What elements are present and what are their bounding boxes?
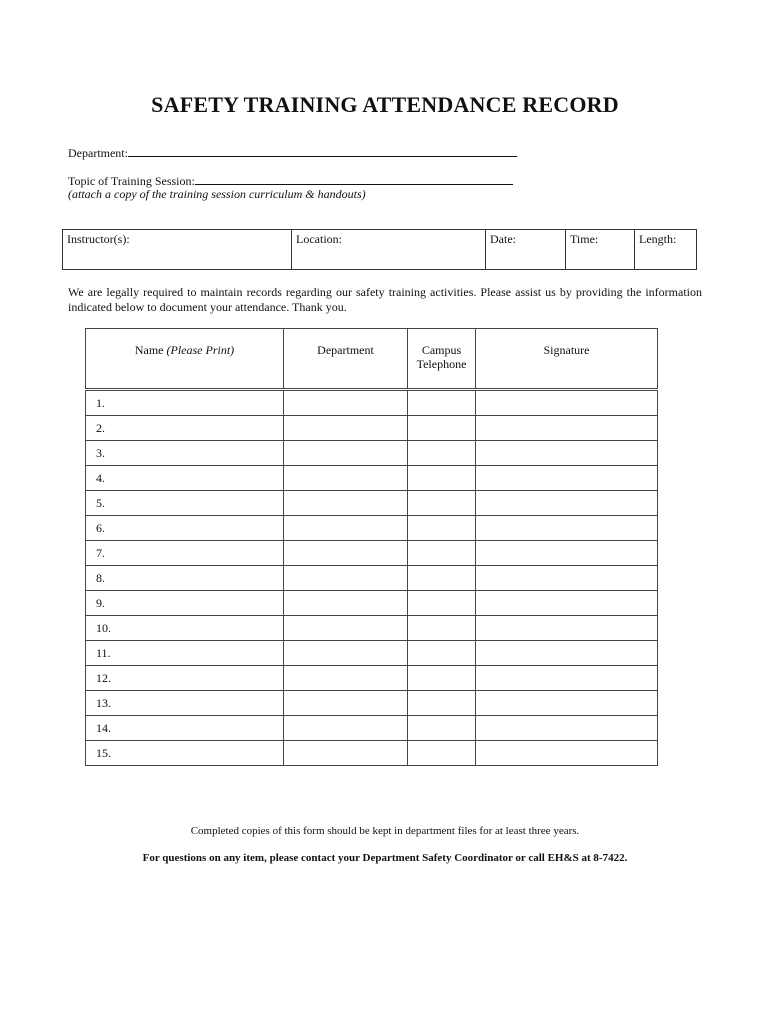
department-cell[interactable] <box>284 541 408 566</box>
table-row <box>86 591 658 616</box>
location-cell[interactable] <box>292 230 486 270</box>
department-field[interactable] <box>68 144 517 161</box>
table-row <box>86 616 658 641</box>
topic-note: (attach a copy of the training session curriculum & handouts) <box>68 187 366 201</box>
instructor-cell[interactable] <box>63 230 292 270</box>
telephone-cell[interactable] <box>408 390 476 416</box>
name-cell[interactable] <box>86 691 284 716</box>
telephone-cell[interactable] <box>408 441 476 466</box>
telephone-cell[interactable] <box>408 516 476 541</box>
telephone-cell[interactable] <box>408 666 476 691</box>
table-row <box>86 390 658 416</box>
telephone-cell[interactable] <box>408 466 476 491</box>
row-number: 1. <box>96 395 105 410</box>
row-number: 15. <box>96 745 111 760</box>
signature-cell[interactable] <box>476 566 658 591</box>
table-row <box>86 516 658 541</box>
name-cell[interactable] <box>86 716 284 741</box>
row-number: 11. <box>96 645 111 660</box>
table-row <box>86 641 658 666</box>
name-header-label: Name <box>134 343 164 357</box>
department-cell[interactable] <box>284 641 408 666</box>
telephone-cell[interactable] <box>408 591 476 616</box>
telephone-cell[interactable] <box>408 741 476 766</box>
name-cell[interactable] <box>86 466 284 491</box>
signature-cell[interactable] <box>476 441 658 466</box>
name-cell[interactable] <box>86 390 284 416</box>
time-label: Time: <box>570 232 599 246</box>
name-cell[interactable] <box>86 541 284 566</box>
department-cell[interactable] <box>284 441 408 466</box>
department-cell[interactable] <box>284 666 408 691</box>
campus-header-label: Campus <box>421 343 462 357</box>
table-row <box>86 691 658 716</box>
name-cell[interactable] <box>86 741 284 766</box>
retention-note: Completed copies of this form should be kept in department files for at least three years. <box>190 825 580 837</box>
department-cell[interactable] <box>284 390 408 416</box>
name-cell[interactable] <box>86 441 284 466</box>
telephone-cell[interactable] <box>408 641 476 666</box>
row-number: 12. <box>96 670 111 685</box>
department-cell[interactable] <box>284 616 408 641</box>
department-cell[interactable] <box>284 516 408 541</box>
table-row <box>86 741 658 766</box>
time-cell[interactable] <box>566 230 635 270</box>
row-number: 9. <box>96 595 105 610</box>
name-cell[interactable] <box>86 591 284 616</box>
telephone-cell[interactable] <box>408 566 476 591</box>
name-cell[interactable] <box>86 641 284 666</box>
instructor-label: Instructor(s): <box>67 232 130 246</box>
department-cell[interactable] <box>284 716 408 741</box>
department-cell[interactable] <box>284 566 408 591</box>
campus-telephone-column-header <box>408 329 476 390</box>
name-cell[interactable] <box>86 616 284 641</box>
attendance-table <box>85 328 658 766</box>
telephone-cell[interactable] <box>408 691 476 716</box>
name-header-hint: (Please Print) <box>166 343 235 357</box>
signature-cell[interactable] <box>476 641 658 666</box>
telephone-cell[interactable] <box>408 416 476 441</box>
telephone-cell[interactable] <box>408 541 476 566</box>
date-cell[interactable] <box>486 230 566 270</box>
department-column-header: Department <box>284 329 408 390</box>
department-cell[interactable] <box>284 491 408 516</box>
row-number: 3. <box>96 445 105 460</box>
telephone-cell[interactable] <box>408 616 476 641</box>
signature-cell[interactable] <box>476 666 658 691</box>
table-row <box>86 441 658 466</box>
signature-cell[interactable] <box>476 691 658 716</box>
length-cell[interactable] <box>635 230 697 270</box>
table-row <box>86 716 658 741</box>
table-row <box>86 416 658 441</box>
page-title: SAFETY TRAINING ATTENDANCE RECORD <box>151 92 619 117</box>
signature-column-header: Signature <box>476 329 658 390</box>
row-number: 2. <box>96 420 105 435</box>
department-cell[interactable] <box>284 416 408 441</box>
table-row <box>86 491 658 516</box>
signature-cell[interactable] <box>476 416 658 441</box>
name-cell[interactable] <box>86 666 284 691</box>
signature-cell[interactable] <box>476 741 658 766</box>
telephone-cell[interactable] <box>408 716 476 741</box>
signature-cell[interactable] <box>476 390 658 416</box>
signature-cell[interactable] <box>476 616 658 641</box>
topic-label: Topic of Training Session: <box>68 174 195 188</box>
table-row <box>86 666 658 691</box>
row-number: 4. <box>96 470 105 485</box>
contact-note: For questions on any item, please contact your Department Safety Coordinator or call EH&S at 8-7422. <box>142 852 628 864</box>
signature-cell[interactable] <box>476 491 658 516</box>
signature-cell[interactable] <box>476 716 658 741</box>
name-cell[interactable] <box>86 566 284 591</box>
row-number: 7. <box>96 545 105 560</box>
legal-notice: We are legally required to maintain records regarding our safety training activities. Please assist us by providing the information indicated below to document your attendance. Thank you. <box>68 285 702 314</box>
name-cell[interactable] <box>86 416 284 441</box>
attendance-rows <box>86 390 658 766</box>
location-label: Location: <box>296 232 342 246</box>
telephone-header-label: Telephone <box>416 357 467 371</box>
table-row <box>86 566 658 591</box>
session-info-table <box>62 229 697 270</box>
table-row <box>86 541 658 566</box>
topic-input-line[interactable] <box>195 172 513 185</box>
date-label: Date: <box>490 232 516 246</box>
row-number: 6. <box>96 520 105 535</box>
signature-cell[interactable] <box>476 541 658 566</box>
name-cell[interactable] <box>86 516 284 541</box>
department-label: Department: <box>68 146 128 160</box>
telephone-cell[interactable] <box>408 491 476 516</box>
department-cell[interactable] <box>284 741 408 766</box>
name-column-header <box>86 329 284 390</box>
row-number: 14. <box>96 720 111 735</box>
department-cell[interactable] <box>284 466 408 491</box>
row-number: 5. <box>96 495 105 510</box>
signature-cell[interactable] <box>476 516 658 541</box>
department-cell[interactable] <box>284 591 408 616</box>
row-number: 10. <box>96 620 111 635</box>
department-input-line[interactable] <box>128 144 517 157</box>
department-cell[interactable] <box>284 691 408 716</box>
signature-cell[interactable] <box>476 466 658 491</box>
signature-cell[interactable] <box>476 591 658 616</box>
row-number: 13. <box>96 695 111 710</box>
length-label: Length: <box>639 232 677 246</box>
table-row <box>86 466 658 491</box>
name-cell[interactable] <box>86 491 284 516</box>
row-number: 8. <box>96 570 105 585</box>
